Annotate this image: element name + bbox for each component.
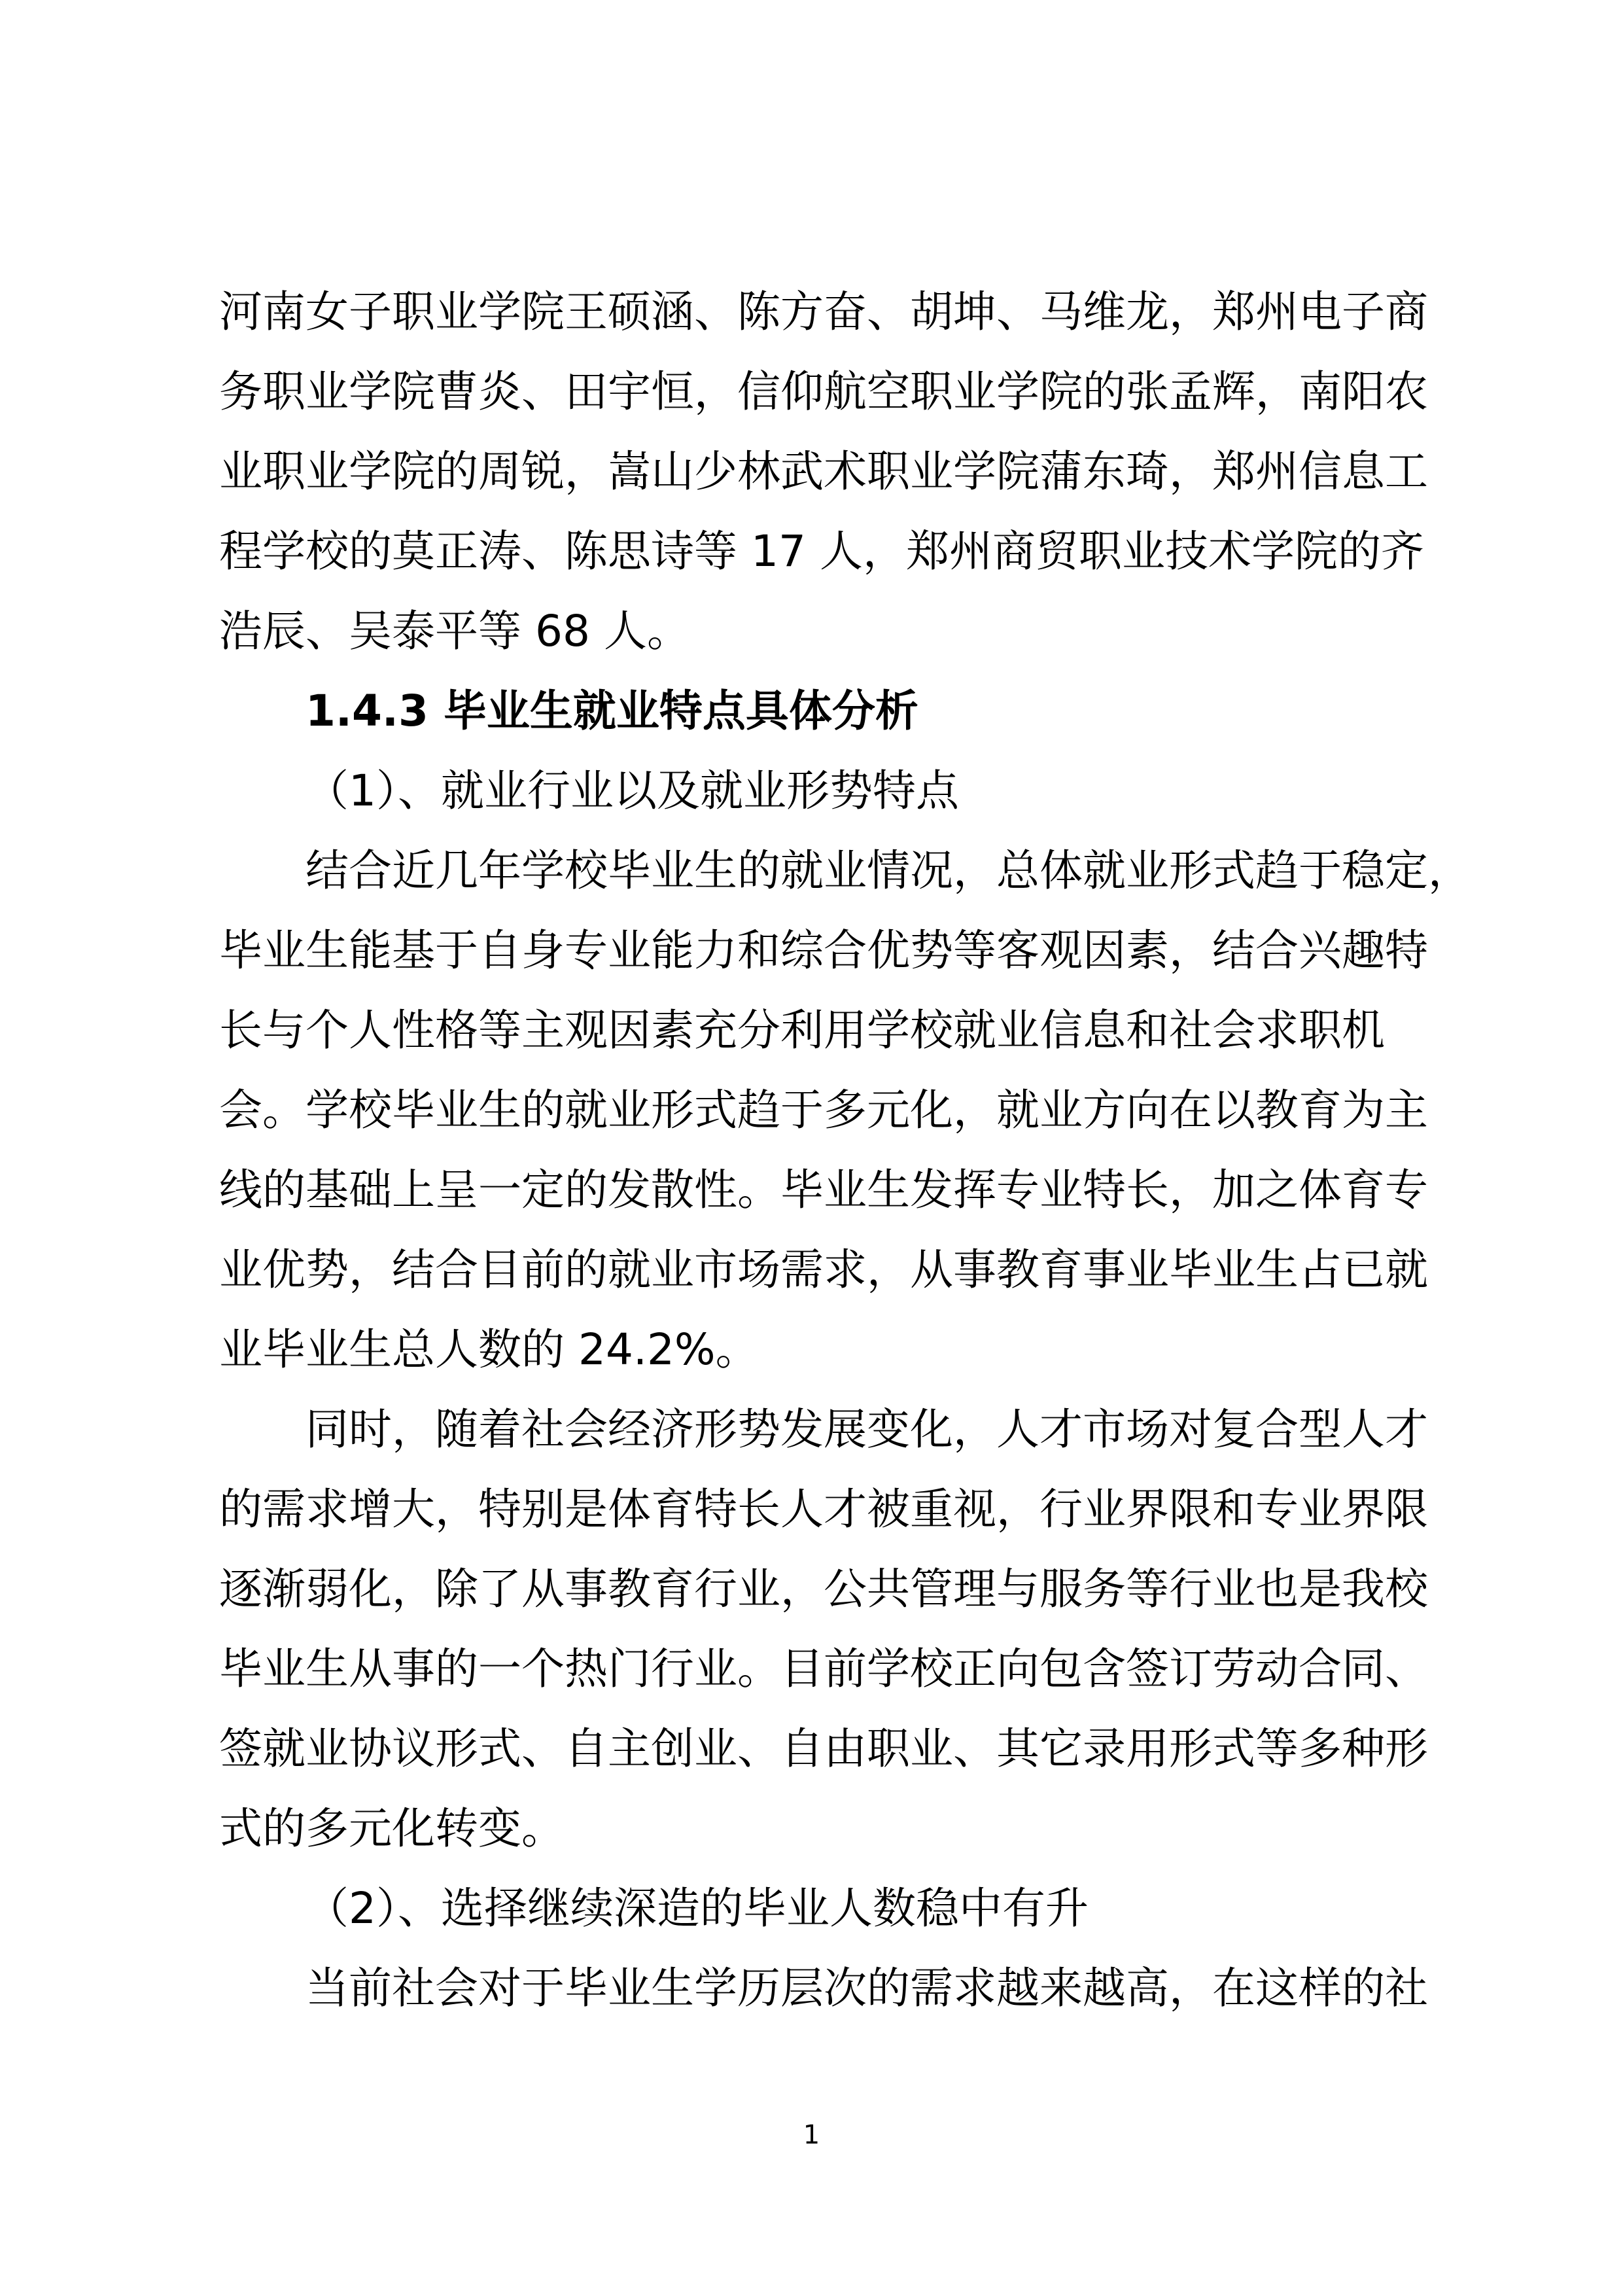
paragraph-first-line: 同时，随着社会经济形势发展变化，人才市场对复合型人才 bbox=[305, 1404, 1428, 1455]
body-text-line: 业职业学院的周锐，嵩山少林武术职业学院蒲东琦，郑州信息工 bbox=[219, 446, 1428, 497]
body-text-line: 业毕业生总人数的 24.2%。 bbox=[219, 1324, 759, 1375]
body-text-line: 的需求增大，特别是体育特长人才被重视，行业界限和专业界限 bbox=[219, 1484, 1428, 1534]
section-heading: 1.4.3 毕业生就业特点具体分析 bbox=[305, 686, 918, 736]
body-text-line: 线的基础上呈一定的发散性。毕业生发挥专业特长，加之体育专 bbox=[219, 1165, 1428, 1215]
body-text-line: 毕业生能基于自身专业能力和综合优势等客观因素，结合兴趣特 bbox=[219, 925, 1428, 976]
paragraph-first-line: 结合近几年学校毕业生的就业情况，总体就业形式趋于稳定， bbox=[305, 845, 1471, 896]
body-text-line: 逐渐弱化，除了从事教育行业，公共管理与服务等行业也是我校 bbox=[219, 1564, 1428, 1614]
body-text-line: 长与个人性格等主观因素充分利用学校就业信息和社会求职机 bbox=[219, 1005, 1385, 1055]
body-text-line: 签就业协议形式、自主创业、自由职业、其它录用形式等多种形 bbox=[219, 1723, 1428, 1774]
page-number: 1 bbox=[803, 2120, 820, 2150]
subsection-heading: （2）、选择继续深造的毕业人数稳中有升 bbox=[305, 1883, 1089, 1934]
subsection-heading: （1）、就业行业以及就业形势特点 bbox=[305, 766, 959, 816]
body-text-line: 浩辰、吴泰平等 68 人。 bbox=[219, 606, 690, 656]
body-text-line: 程学校的莫正涛、陈思诗等 17 人，郑州商贸职业技术学院的齐 bbox=[219, 526, 1424, 576]
body-text-line: 毕业生从事的一个热门行业。目前学校正向包含签订劳动合同、 bbox=[219, 1644, 1428, 1694]
body-text-line: 业优势，结合目前的就业市场需求，从事教育事业毕业生占已就 bbox=[219, 1245, 1428, 1295]
paragraph-first-line: 当前社会对于毕业生学历层次的需求越来越高，在这样的社 bbox=[305, 1963, 1428, 2013]
body-text-line: 务职业学院曹炎、田宇恒，信仰航空职业学院的张孟辉，南阳农 bbox=[219, 366, 1428, 417]
body-text-line: 河南女子职业学院王硕涵、陈方奋、胡坤、马维龙，郑州电子商 bbox=[219, 287, 1428, 337]
body-text-line: 会。学校毕业生的就业形式趋于多元化，就业方向在以教育为主 bbox=[219, 1085, 1428, 1135]
body-text-line: 式的多元化转变。 bbox=[219, 1803, 565, 1854]
